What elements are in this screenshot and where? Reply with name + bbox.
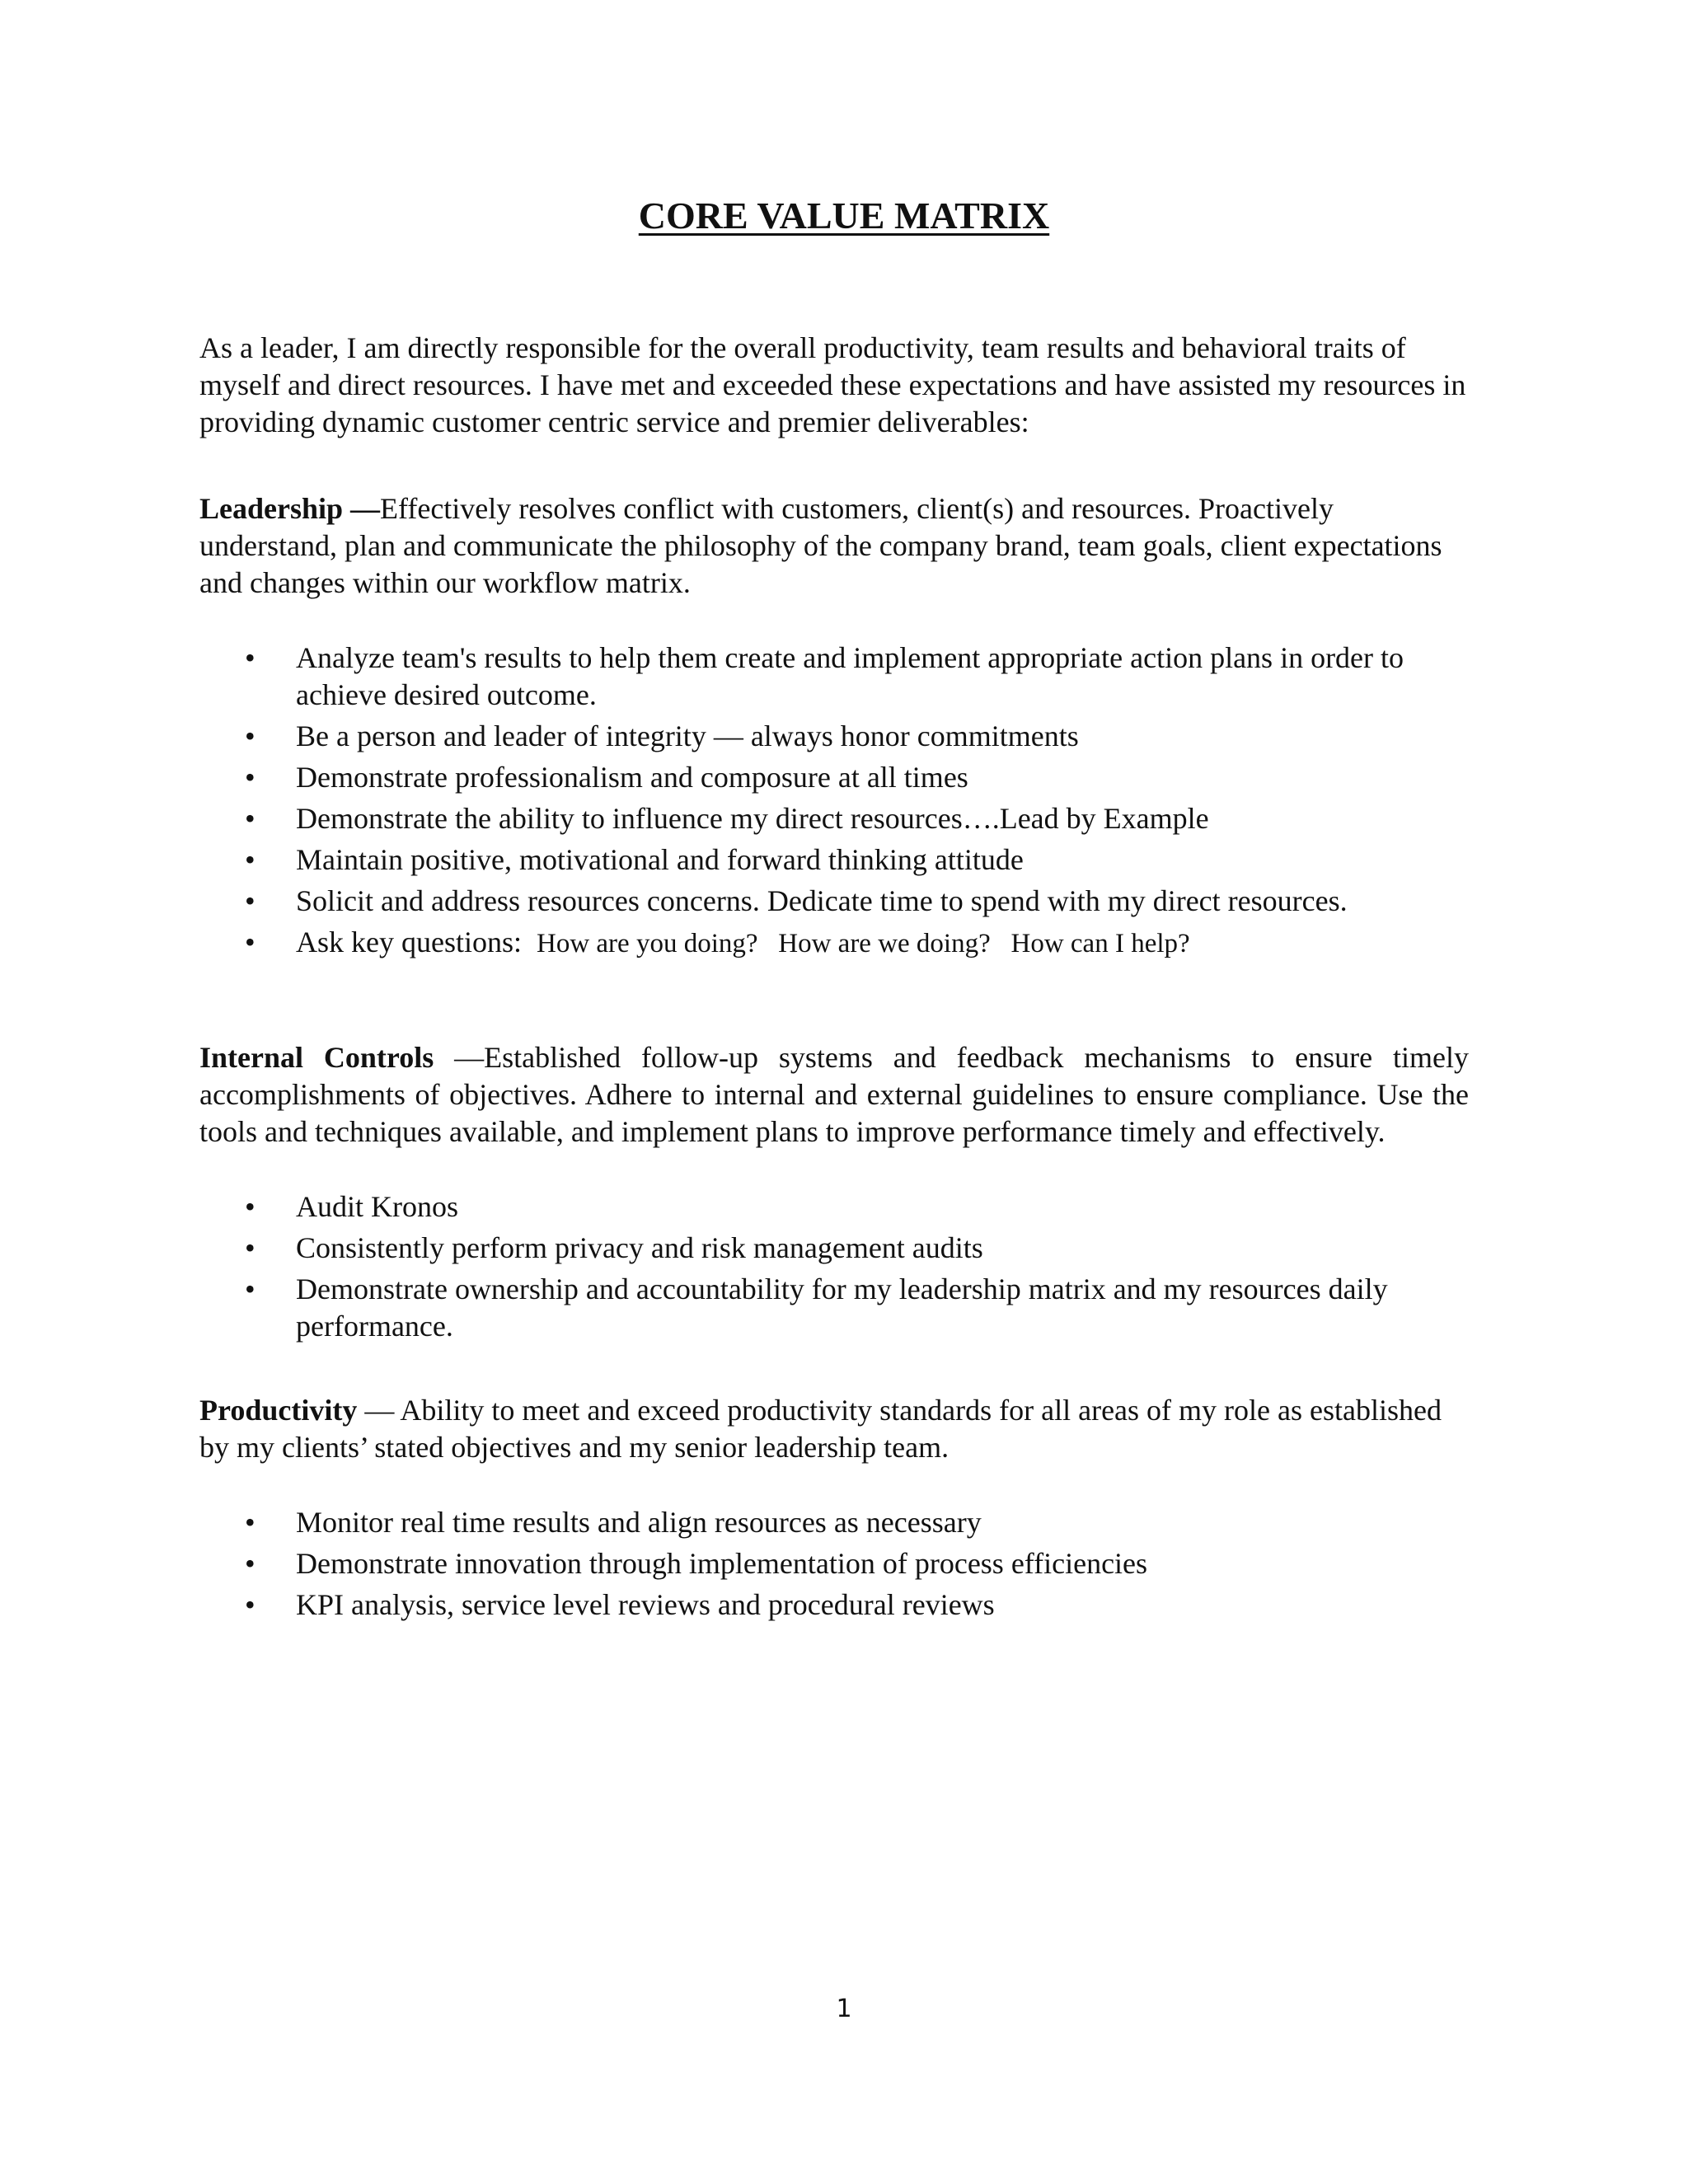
- productivity-dash: —: [357, 1394, 401, 1427]
- productivity-paragraph: [199, 1392, 1469, 1466]
- leadership-paragraph: [199, 490, 1469, 602]
- bullet-icon: •: [245, 926, 256, 958]
- list-item: • Be a person and leader of integrity — always honor commitments: [199, 718, 1469, 755]
- productivity-heading: Productivity: [199, 1394, 358, 1427]
- bullet-icon: •: [245, 843, 256, 876]
- internal-controls-heading: Internal Controls: [199, 1041, 434, 1074]
- internal-controls-text: Established follow-up systems and feedback mechanisms to ensure timely accomplishments of objectives. Adhere to internal and external guidelines to ensure compliance. Use the tools and techniques available, and implement plans to improve performance timely and effectively.: [199, 1041, 1470, 1148]
- bullet-icon: •: [245, 1506, 256, 1539]
- list-item: • Demonstrate the ability to influence my direct resources….Lead by Example: [199, 800, 1469, 837]
- bullet-icon: •: [245, 1547, 256, 1580]
- list-item-ask-questions: [199, 924, 1469, 963]
- intro-paragraph: As a leader, I am directly responsible for the overall productivity, team results and behavioral traits of myself and direct resources. I have met and exceeded these expectations and have assisted my resources in providing dynamic customer centric service and premier deliverables:: [199, 331, 1466, 438]
- list-item: • Demonstrate ownership and accountability for my leadership matrix and my resources daily performance.: [245, 1272, 1388, 1343]
- bullet-icon: •: [245, 884, 256, 917]
- leadership-heading: Leadership: [199, 492, 344, 525]
- list-item: • Solicit and address resources concerns. Dedicate time to spend with my direct resources.: [199, 883, 1469, 920]
- document-body: [199, 330, 1469, 1628]
- list-item: • Monitor real time results and align resources as necessary: [199, 1504, 1469, 1541]
- page-number: 1: [836, 1994, 852, 2023]
- leadership-dash: —: [343, 492, 381, 525]
- ask-questions: How are you doing? How are we doing? How can I help?: [537, 929, 1190, 958]
- bullet-icon: •: [245, 719, 256, 752]
- internal-controls-list: [199, 1188, 1469, 1345]
- bullet-icon: •: [245, 802, 256, 835]
- list-item: • KPI analysis, service level reviews and procedural reviews: [199, 1586, 1469, 1624]
- bullet-icon: •: [245, 1190, 256, 1223]
- ask-label: Ask key questions:: [296, 926, 522, 958]
- bullet-icon: •: [245, 1272, 256, 1305]
- list-item: • Analyze team's results to help them create and implement appropriate action plans in order to achieve desired outcome.: [245, 641, 1404, 711]
- bullet-icon: •: [245, 761, 256, 794]
- internal-controls-dash: —: [434, 1041, 485, 1074]
- productivity-text: Ability to meet and exceed productivity standards for all areas of my role as established by my clients’ stated objectives and my senior leadership team.: [199, 1394, 1442, 1464]
- list-item: • Maintain positive, motivational and forward thinking attitude: [199, 841, 1469, 879]
- list-item: • Demonstrate innovation through implementation of process efficiencies: [199, 1545, 1469, 1582]
- list-item: • Demonstrate professionalism and composure at all times: [199, 759, 1469, 796]
- list-item: • Consistently perform privacy and risk management audits: [199, 1230, 1469, 1267]
- list-item: • Audit Kronos: [199, 1188, 1469, 1226]
- internal-controls-paragraph: [199, 1039, 1469, 1151]
- bullet-icon: •: [245, 641, 256, 674]
- leadership-list: [199, 640, 1469, 963]
- leadership-text: Effectively resolves conflict with customers, client(s) and resources. Proactively understand, plan and communicate the philosophy of the company brand, team goals, client expectations and changes within our workflow matrix.: [199, 492, 1442, 599]
- bullet-icon: •: [245, 1588, 256, 1621]
- page-title: CORE VALUE MATRIX: [638, 194, 1050, 237]
- bullet-icon: •: [245, 1231, 256, 1264]
- productivity-list: [199, 1504, 1469, 1624]
